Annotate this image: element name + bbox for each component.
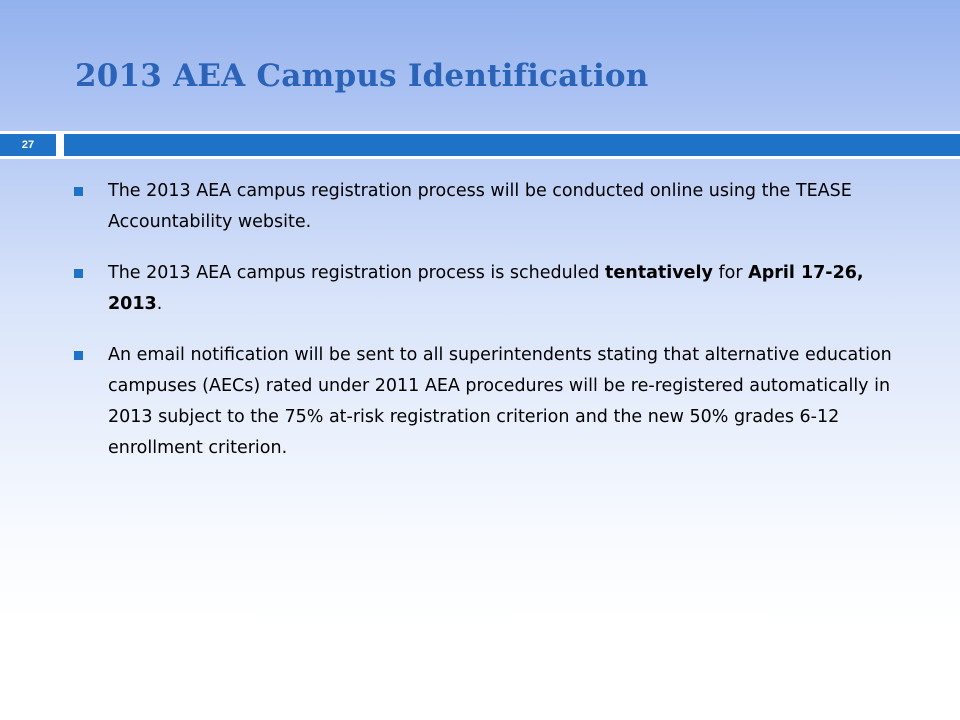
bullet-emphasis: tentatively	[605, 263, 713, 283]
square-bullet-icon	[74, 187, 83, 196]
slide-title: 2013 AEA Campus Identification	[75, 58, 649, 94]
bullet-text-end: .	[156, 294, 163, 314]
square-bullet-icon	[74, 269, 83, 278]
bullet-date: April 17-26, 2013	[108, 263, 864, 314]
square-bullet-icon	[74, 351, 83, 360]
bullet-list	[74, 176, 914, 484]
bullet-item-email-notification	[74, 340, 914, 464]
bullet-text-middle: for	[712, 263, 749, 283]
title-underline-bar	[64, 134, 960, 156]
bullet-text-lead: The 2013 AEA campus registration process is scheduled	[108, 263, 606, 283]
bullet-text: An email notification will be sent to all superintendents stating that alternative education campuses (AECs) rated under 2011 AEA procedures will be re-registered automatically in 2013 subject to the 75% at-risk registration criterion and the new 50% grades 6-12 enrollment criterion.	[108, 345, 892, 458]
bullet-item-online-registration	[74, 176, 914, 238]
bullet-text: The 2013 AEA campus registration process will be conducted online using the TEASE Accountability website.	[108, 181, 852, 232]
bullet-item-schedule	[74, 258, 914, 320]
page-number: 27	[0, 134, 56, 156]
